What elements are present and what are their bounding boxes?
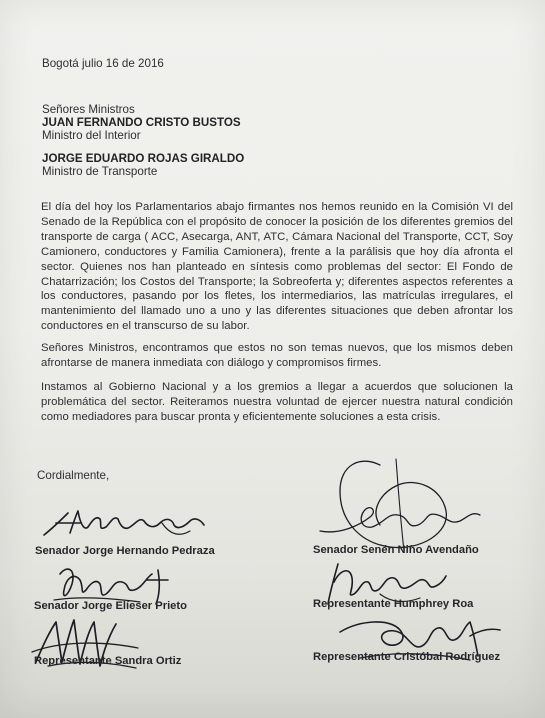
recipient-2-name: JORGE EDUARDO ROJAS GIRALDO xyxy=(42,152,245,165)
closing: Cordialmente, xyxy=(37,469,110,482)
recipient-1-name: JUAN FERNANDO CRISTO BUSTOS xyxy=(42,116,241,129)
signer-name-nino-avendano: Senador Senén Niño Avendaño xyxy=(313,544,479,556)
signer-name-prieto: Senador Jorge Elíeser Prieto xyxy=(34,600,187,612)
signer-name-pedraza: Senador Jorge Hernando Pedraza xyxy=(35,545,215,557)
salutation: Señores Ministros xyxy=(42,103,135,116)
letter-date: Bogotá julio 16 de 2016 xyxy=(42,57,164,70)
signer-name-rodriguez: Representante Cristóbal Rodríguez xyxy=(313,651,501,663)
signer-name-ortiz: Representante Sandra Ortiz xyxy=(34,655,182,667)
signature-nino-avendano xyxy=(300,455,500,555)
signature-pedraza xyxy=(40,505,220,545)
recipient-1-title: Ministro del Interior xyxy=(42,129,141,142)
signer-name-roa: Representante Humphrey Roa xyxy=(313,598,474,610)
recipient-2-title: Ministro de Transporte xyxy=(42,165,158,178)
body-paragraph-3: Instamos al Gobierno Nacional y a los gremios a llegar a acuerdos que solucionen la problemática del sector. Reiteramos nuestra voluntad de ejercer nuestra natural condición como mediadores para buscar pronta y eficientemente soluciones a esta crisis. xyxy=(41,381,513,423)
body-paragraph-2: Señores Ministros, encontramos que estos no son temas nuevos, que los mismos deben afrontarse de manera inmediata con diálogo y compromisos firmes. xyxy=(41,342,513,369)
body-paragraph-1: El día del hoy los Parlamentarios abajo firmantes nos hemos reunido en la Comisión VI del Senado de la República con el propósito de conocer la posición de los diferentes gremios del transporte de carga ( ACC, Asecarga, ANT, ATC, Cámara Nacional del Transporte, CCT, Soy Camionero, conductores y Familia Camionera), frente a la parálisis que hoy día afronta el sector. Quienes nos han planteado en síntesis como problemas del sector: El Fondo de Chatarrización; los Costos del Transporte; la Sobreoferta y; diferentes aspectos referentes a los conductores, pasando por los fletes, los intermediarios, las matrículas irregulares, el mantenimiento del llamado uno a uno y las diferentes situaciones que deben afrontar los conductores en el transcurso de su labor. xyxy=(41,201,513,333)
